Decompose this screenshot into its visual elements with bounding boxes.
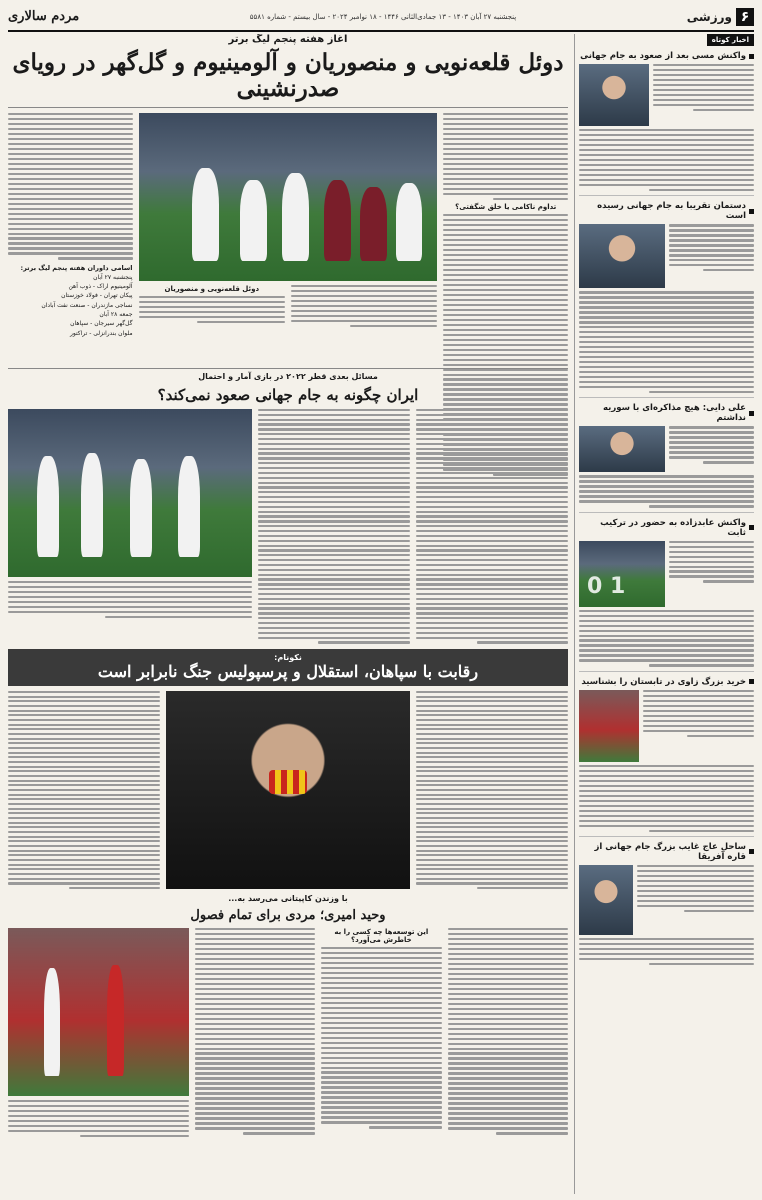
story2	[8, 409, 568, 644]
lead-match-photo	[139, 113, 438, 281]
sidebar-item-title: علی دایی: هیچ مذاکره‌ای با سوریه نداشتم	[603, 403, 746, 424]
lead-subhead-2: دوئل قلعه‌نویی و منصوریان	[164, 284, 260, 293]
lead-headline[interactable]: دوئل قلعه‌نویی و منصوریان و آلومینیوم و گل‌گهر در رویای صدرنشینی	[8, 50, 568, 108]
referee-schedule	[8, 113, 133, 363]
schedule-match: گل‌گهر سیرجان - سپاهان	[70, 320, 133, 328]
sidebar-item[interactable]	[579, 403, 754, 512]
news-sidebar	[574, 34, 754, 1194]
sidebar-item-title: ساحل عاج غایب بزرگ جام جهانی از قاره آفریقا	[594, 841, 746, 862]
story4-headline[interactable]: وحید امیری؛ مردی برای تمام فصول	[190, 907, 386, 923]
square-bullet-icon	[749, 411, 754, 416]
sidebar-item[interactable]	[579, 677, 754, 837]
sidebar-item-title: واکنش مسی بعد از صعود به جام جهانی	[580, 51, 746, 61]
story4-kicker: با وزندن کاپیتانی می‌رسد به...	[228, 893, 348, 903]
square-bullet-icon	[749, 525, 754, 530]
schedule-match: پیکان تهران - فولاد خوزستان	[61, 292, 133, 300]
sidebar-item[interactable]	[579, 51, 754, 196]
square-bullet-icon	[749, 849, 754, 854]
sidebar-item-title: واکنش عابدزاده به حضور در ترکیب ثابت	[600, 517, 746, 538]
sidebar-item[interactable]	[579, 201, 754, 398]
story2-headline[interactable]: ایران چگونه به جام جهانی صعود نمی‌کند؟	[157, 385, 419, 404]
messi-photo	[579, 64, 649, 126]
story3	[8, 691, 568, 889]
square-bullet-icon	[749, 679, 754, 684]
coach-photo	[579, 224, 665, 288]
story3-banner[interactable]	[8, 649, 568, 686]
sidebar-item[interactable]	[579, 842, 754, 969]
lead-subhead: تداوم ناکامی یا خلق شگفتی؟	[455, 203, 557, 211]
nekounam-photo	[166, 691, 410, 889]
schedule-title: اسامی داوران هفته پنجم لیگ برتر:	[20, 263, 133, 272]
story4-subhead: این توسعه‌ها چه کسی را به خاطرش می‌آورد؟	[334, 927, 429, 944]
lead-story	[8, 113, 568, 363]
schedule-day: پنجشنبه ۲۷ آبان	[93, 273, 133, 281]
goalkeeper-photo	[579, 541, 665, 607]
ivory-coast-coach-photo	[579, 865, 633, 935]
story3-headline: رقابت با سپاهان، استقلال و پرسپولیس جنگ نابرابر است	[97, 661, 479, 681]
section-name: ورزشی	[686, 9, 732, 24]
square-bullet-icon	[749, 209, 754, 214]
paper-name: مردم سالاری	[8, 9, 80, 24]
section-number: ۶	[736, 8, 754, 26]
main-content	[8, 34, 568, 1194]
schedule-match: آلومینیوم اراک - ذوب آهن	[68, 283, 133, 291]
dateline: پنجشنبه ۲۷ آبان ۱۴۰۳ - ۱۳ جمادی‌الثانی ۱۴۴۶ - ۱۸ نوامبر ۲۰۲۴ - سال بیستم - شماره ۵۵۸۱	[249, 12, 517, 21]
lead-text-column	[443, 113, 568, 363]
sidebar-item[interactable]	[579, 518, 754, 672]
lead-kicker: آغاز هفته پنجم لیگ برتر	[228, 34, 348, 45]
ali-daei-photo	[579, 426, 665, 472]
schedule-match: ملوان بندرانزلی - تراکتور	[69, 329, 133, 337]
sidebar-item-title: خرید بزرگ زاوی در تابستان را بشناسید	[581, 676, 746, 687]
schedule-match: نساجی مازندران - صنعت نفت آبادان	[41, 301, 133, 309]
story4	[8, 928, 568, 1194]
story2-kicker: مسائل بعدی قطر ۲۰۲۲ در بازی آمار و احتمال	[8, 368, 568, 381]
vahid-amiri-photo	[8, 928, 189, 1096]
sidebar-item-title: دستمان تقریبا به جام جهانی رسیده است	[597, 201, 746, 222]
iran-team-photo	[8, 409, 252, 577]
sidebar-tag: اخبار کوتاه	[707, 34, 754, 46]
masthead	[8, 6, 754, 32]
scoreboard-text: 1 0	[587, 573, 626, 599]
story3-kicker: نکونام:	[274, 652, 302, 662]
section-logo	[687, 8, 754, 26]
player-photo	[579, 690, 639, 762]
square-bullet-icon	[749, 54, 754, 59]
schedule-day: جمعه ۲۸ آبان	[99, 311, 133, 319]
